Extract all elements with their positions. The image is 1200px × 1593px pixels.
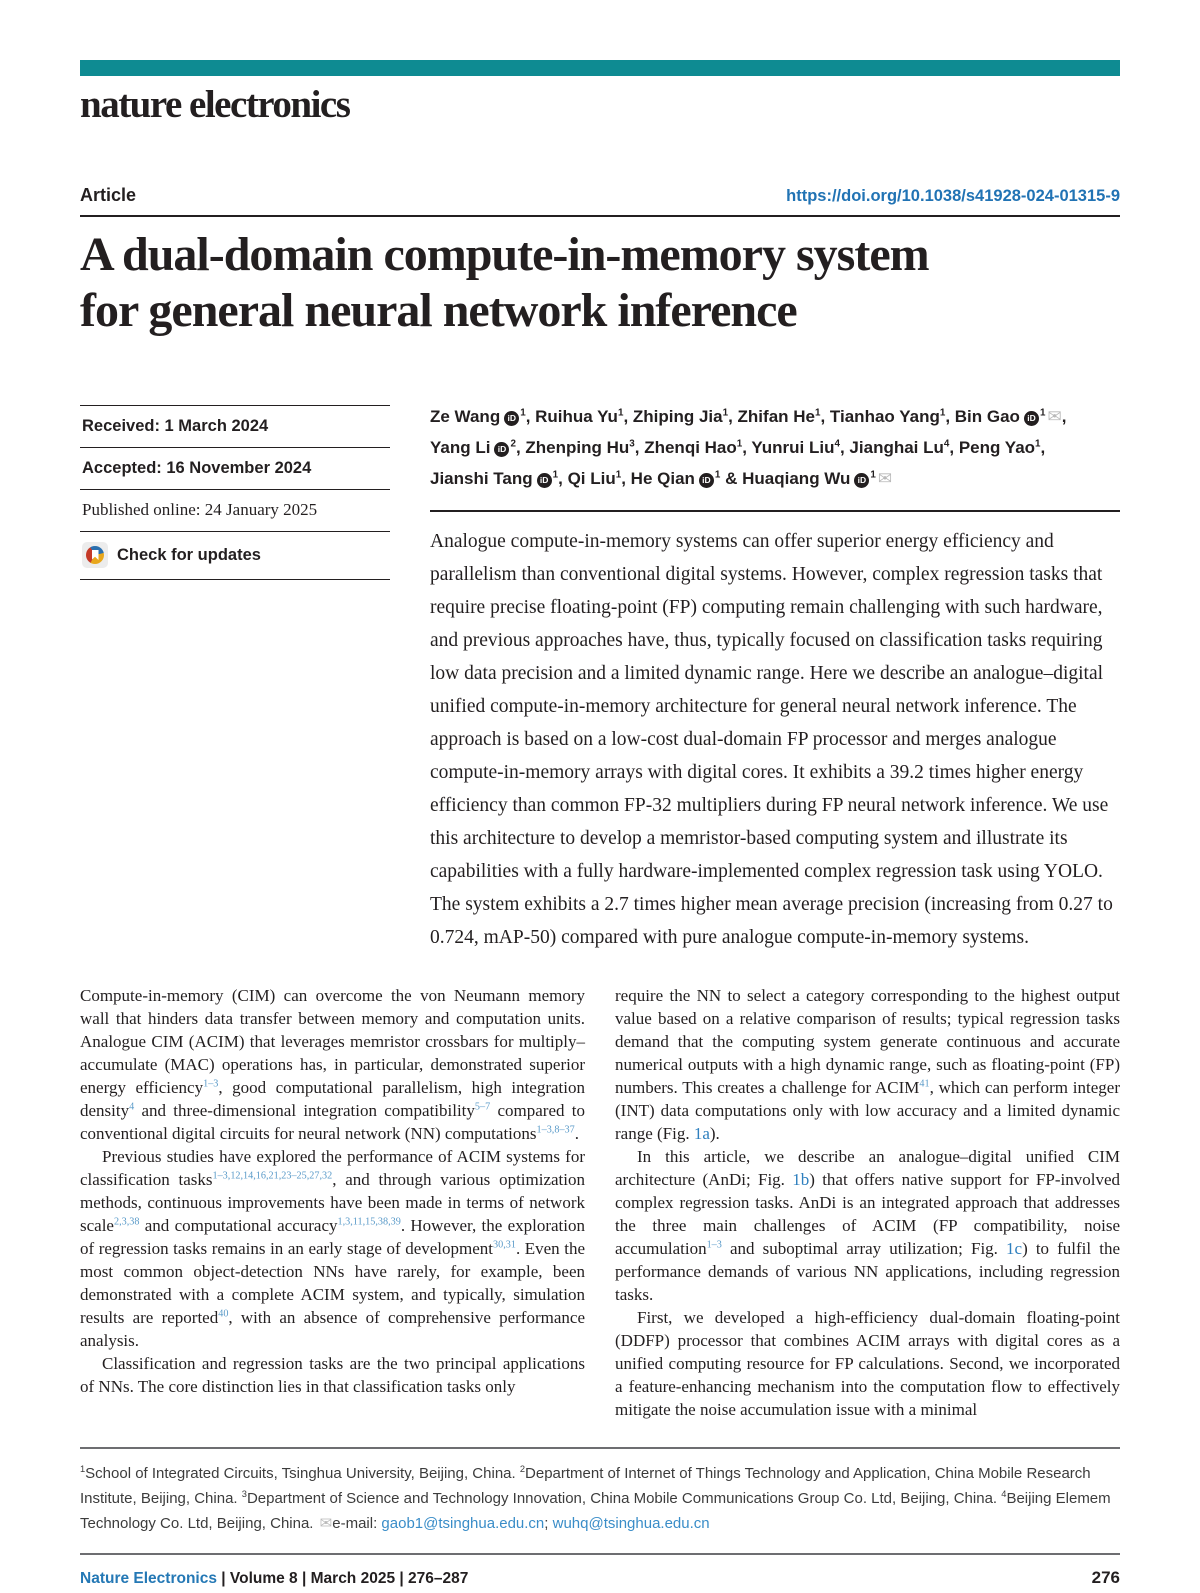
citation-reference[interactable]: 1,3,11,15,38,39 — [337, 1216, 401, 1228]
title-line-1: A dual-domain compute-in-memory system — [80, 228, 929, 281]
affiliation-superscript: 1 — [722, 407, 729, 419]
affiliation-superscript: 1 — [1035, 438, 1041, 450]
abstract-section — [430, 510, 1120, 954]
citation-reference[interactable]: 1–3,12,14,16,21,23–25,27,32 — [212, 1170, 333, 1182]
page-title — [80, 227, 1120, 339]
footer-journal-link[interactable]: Nature Electronics — [80, 1570, 217, 1587]
affiliation-superscript: 1 — [815, 407, 821, 419]
citation-reference[interactable]: 4 — [129, 1101, 135, 1113]
author-line: Ze Wang iD $^1$, Ruihua Yu$^1$, Zhiping Jia$^1$, Zhifan He$^1$, Tianhao Yang$^1$, Bin Gao iD $^1$ ✉, — [430, 407, 1067, 426]
meta-and-abstract-columns — [80, 405, 1120, 954]
affiliations-note: $^1$School of Integrated Circuits, Tsinghua University, Beijing, China. $^2$Department of Internet of Things Technology and Application, China Mobile Research Institute, Beijing, China. $^3$Department of Science and Technology Innovation, China Mobile Communications Group Co. Ltd, Beijing, China. $^4$Beijing Elemem Technology Co. Ltd, Beijing, China. ✉e-mail: gaob1@tsinghua.edu.cn; wuhq@tsinghua.edu.cn — [80, 1447, 1120, 1536]
author-line: Yang Li iD $^2$, Zhenping Hu$^3$, Zhenqi Hao$^1$, Yunrui Liu$^4$, Jianghai Lu$^4$, Peng Yao$^1$, — [430, 438, 1046, 457]
citation-reference[interactable]: 40 — [218, 1308, 229, 1320]
citation-reference[interactable]: 5–7 — [474, 1101, 491, 1113]
affiliation-superscript: 4 — [943, 438, 950, 450]
citation-reference[interactable]: 1–3,8–37 — [536, 1124, 575, 1136]
orcid-icon[interactable]: iD — [494, 442, 509, 457]
page-number: 276 — [1091, 1568, 1120, 1587]
journal-logo: nature electronics — [80, 83, 350, 126]
figure-reference-link[interactable]: 1b — [792, 1170, 810, 1189]
title-line-2: for general neural network inference — [80, 284, 797, 337]
figure-reference-link[interactable]: 1c — [1006, 1239, 1023, 1258]
affiliation-superscript: 1 — [1039, 407, 1046, 419]
check-for-updates[interactable] — [80, 531, 390, 580]
accepted-date: Accepted: 16 November 2024 — [80, 447, 390, 489]
affiliation-superscript: 1 — [615, 469, 622, 481]
citation-reference[interactable]: 2,3,38 — [113, 1216, 140, 1228]
footer-issue-info: | Volume 8 | March 2025 | 276–287 — [216, 1570, 469, 1587]
crossmark-icon[interactable] — [82, 542, 108, 568]
affiliation-superscript: 1 — [714, 469, 721, 481]
email-icon[interactable]: ✉ — [877, 469, 893, 488]
affiliation-superscript: 2 — [510, 438, 516, 450]
orcid-icon[interactable]: iD — [854, 473, 869, 488]
article-header-row — [80, 185, 1120, 206]
authors-block — [430, 401, 1120, 494]
body-paragraph: In this article, we describe an analogue–digital unified CIM architecture (AnDi; Fig. 1b) that offers native support for FP-involved complex regression tasks. AnDi is an integrated approach that addresses the three main challenges of ACIM (FP compatibility, noise accumulation$^{1-3}$ and suboptimal array utilization; Fig. 1c) to fulfil the performance demands of various NN applications, including regression tasks. — [615, 1147, 1120, 1304]
affiliation-superscript: 3 — [629, 438, 635, 450]
body-paragraph: First, we developed a high-efficiency dual-domain floating-point (DDFP) processor that combines ACIM arrays with digital cores as a unified computing resource for FP calculations. Second, we incorporated a feature-enhancing mechanism into the computation flow to effectively mitigate the noise accumulation issue with a minimal — [615, 1308, 1120, 1419]
page-footer — [80, 1553, 1120, 1588]
body-paragraph: Classification and regression tasks are the two principal applications of NNs. The core distinction lies in that classification tasks only — [80, 1354, 585, 1396]
affiliation-superscript: 1 — [80, 1464, 86, 1474]
affiliation-superscript: 1 — [617, 407, 624, 419]
header-rule — [80, 215, 1120, 217]
check-for-updates-label[interactable]: Check for updates — [117, 546, 261, 564]
email-link[interactable]: gaob1@tsinghua.edu.cn — [381, 1515, 545, 1532]
footer-issue-line — [80, 1570, 468, 1588]
body-paragraph: require the NN to select a category corresponding to the highest output value based on a relative comparison of results; typical regression tasks demand that the computing system generate continuous and accurate numerical outputs with a high dynamic range, such as floating-point (FP) numbers. This creates a challenge for ACIM$^{41}$, which can perform integer (INT) data computations only with low accuracy and a limited dynamic range (Fig. 1a). — [615, 986, 1120, 1143]
citation-reference[interactable]: 1–3 — [706, 1239, 722, 1251]
orcid-icon[interactable]: iD — [537, 473, 552, 488]
body-column-left — [80, 984, 585, 1421]
body-paragraph: Previous studies have explored the performance of ACIM systems for classification tasks$^{1-3,12,14,16,21,23-25,27,32}$, and through various optimization methods, continuous improvements have been made in terms of network scale$^{2,3,38}$ and computational accuracy$^{1,3,11,15,38,39}$. However, the exploration of regression tasks remains in an early stage of development$^{30,31}$. Even the most common object-detection NNs have rarely, for example, been demonstrated with a complete ACIM system, and typically, simulation results are reported$^{40}$, with an absence of comprehensive performance analysis. — [80, 1147, 586, 1350]
received-date: Received: 1 March 2024 — [80, 405, 390, 447]
metadata-panel — [80, 405, 390, 954]
affiliation-superscript: 1 — [736, 438, 743, 450]
abstract-text: Analogue compute-in-memory systems can offer superior energy efficiency and parallelism than conventional digital systems. However, complex regression tasks that require precise floating-point (FP) computing remain challenging with such hardware, and previous approaches have, thus, typically focused on classification tasks requiring low data precision and a limited dynamic range. Here we describe an analogue–digital unified compute-in-memory architecture for general neural network inference. The approach is based on a low-cost dual-domain FP processor and merges analogue compute-in-memory arrays with digital cores. It exhibits a 39.2 times higher energy efficiency than common FP-32 multipliers during FP neural network inference. We use this architecture to develop a memristor-based computing system and illustrate its capabilities with a fully hardware-implemented complex regression task using YOLO. The system exhibits a 2.7 times higher mean average precision (increasing from 0.27 to 0.724, mAP-50) compared with pure analogue compute-in-memory systems. — [430, 531, 1113, 948]
affiliation-superscript: 4 — [1001, 1489, 1007, 1499]
orcid-icon[interactable]: iD — [699, 473, 714, 488]
journal-brand-bar — [80, 60, 1120, 76]
affiliation-superscript: 3 — [241, 1489, 247, 1499]
body-columns — [80, 984, 1120, 1421]
affiliation-superscript: 4 — [834, 438, 840, 450]
citation-reference[interactable]: 41 — [919, 1078, 930, 1090]
published-date: Published online: 24 January 2025 — [80, 489, 390, 531]
figure-reference-link[interactable]: 1a — [693, 1124, 710, 1143]
body-column-right — [615, 984, 1120, 1421]
citation-reference[interactable]: 1–3 — [203, 1078, 219, 1090]
body-paragraph: Compute-in-memory (CIM) can overcome the von Neumann memory wall that hinders data transfer between memory and computation units. Analogue CIM (ACIM) that leverages memristor crossbars for multiply–accumulate (MAC) operations has, in particular, demonstrated superior energy efficiency$^{1-3}$, good computational parallelism, high integration density$^4$ and three-dimensional integration compatibility$^{5-7}$ compared to conventional digital circuits for neural network (NN) computations$^{1-3,8-37}$. — [80, 986, 585, 1143]
affiliation-superscript: 1 — [552, 469, 559, 481]
orcid-icon[interactable]: iD — [1024, 411, 1039, 426]
email-link[interactable]: wuhq@tsinghua.edu.cn — [552, 1515, 710, 1532]
orcid-icon[interactable]: iD — [504, 411, 519, 426]
author-line: Jianshi Tang iD $^1$, Qi Liu$^1$, He Qian iD $^1$ & Huaqiang Wu iD $^1$ ✉ — [430, 469, 893, 488]
authors-and-abstract — [430, 405, 1120, 954]
affiliation-superscript: 1 — [870, 469, 876, 481]
affiliation-superscript: 2 — [519, 1464, 526, 1474]
email-icon[interactable]: ✉ — [319, 1515, 333, 1532]
affiliation-superscript: 1 — [939, 407, 946, 419]
citation-reference[interactable]: 30,31 — [493, 1239, 516, 1251]
email-icon[interactable]: ✉ — [1047, 407, 1062, 426]
doi-link[interactable]: https://doi.org/10.1038/s41928-024-01315-9 — [786, 187, 1120, 205]
affiliation-superscript: 1 — [520, 407, 526, 419]
article-type-label: Article — [80, 185, 137, 205]
